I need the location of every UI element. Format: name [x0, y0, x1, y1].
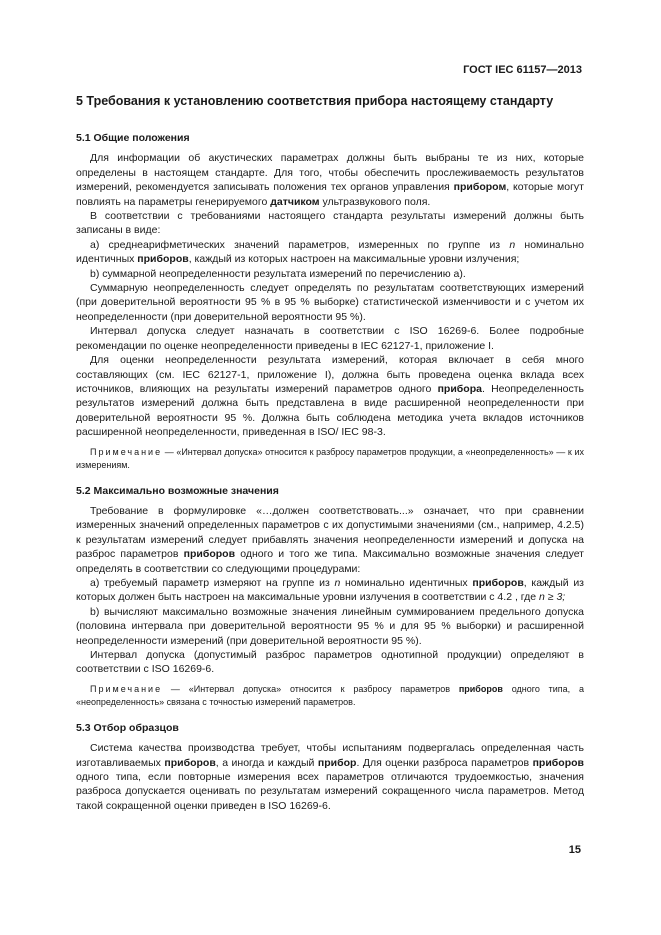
paragraph: Требование в формулировке «…должен соответствовать...» означает, что при сравнении измеренных значений определенных параметров с их допустимыми значениями (см., например, 4.2.5) к результатам измерений следует прибавлять значения неопределенности измерений и допуска на разброс параметров приборов одного и того же типа. Максимально возможные значения следует определять в соответствии со следующими процедурами: — [76, 504, 584, 575]
note: Примечание — «Интервал допуска» относится к разбросу параметров приборов одного типа, а «неопределенность» связана с точностью измерений параметров. — [76, 683, 584, 707]
list-item-a: а) среднеарифметических значений параметров, измеренных по группе из n номинально идентичных приборов, каждый из которых настроен на максимальные уровни излучения; — [76, 238, 584, 266]
paragraph: Для оценки неопределенности результата измерений, которая включает в себя много составляющих (см. IEC 62127-1, приложение I), должна быть проведена оценка вклада всех источников, влияющих на результаты измерений параметров одного прибора. Неопределенность результатов измерений должна быть представлена в виде расширенной неопределенности при доверительной вероятности 95 %. Должна быть соблюдена методика учета вкладов источников расширенной неопределенности, приведенная в ISO/ IEC 98-3. — [76, 354, 585, 439]
page-number: 15 — [568, 844, 581, 856]
paragraph: Система качества производства требует, чтобы испытаниям подвергалась определенная часть изготавливаемых приборов, а иногда и каждый прибор. Для оценки разброса параметров приборов одного типа, если повторные измерения всех параметров отличаются трудоемкостью, значения разброса допускается оценивать по результатам измерений сокращенного числа параметров. Метод такой сокращенной оценки приведен в ISO 16269-6. — [76, 742, 584, 812]
list-item-a: а) требуемый параметр измеряют на группе из n номинально идентичных приборов, каждый из которых должен быть настроен на максимальные уровни излучения в соответствии с 4.2 , где n ≥ 3; — [76, 576, 584, 604]
paragraph: Для информации об акустических параметрах должны быть выбраны те из них, которые определены в настоящем стандарте. Для того, чтобы обеспечить прослеживаемость результатов измерений, рекомендуется записывать положения тех органов управления прибором, которые могут повлиять на параметры генерируемого датчиком ультразвукового поля. — [76, 152, 584, 208]
section-5-heading: 5 Требования к установлению соответствия прибора настоящему стандарту — [76, 94, 554, 108]
list-item-b: b) вычисляют максимально возможные значения линейным суммированием предельного допуска (половина интервала при доверительной вероятности 95 % и для 95 % выборки) и расширенной неопределенности измерений (при доверительной вероятности 95 %). — [76, 605, 584, 647]
document-body — [76, 94, 584, 813]
paragraph: Суммарную неопределенность следует определять по результатам соответствующих измерений (при доверительной вероятности 95 % в 95 % выборке) статистической изменчивости и с учетом их неопределенности (при доверительной вероятности 95 %). — [76, 282, 584, 323]
paragraph: Интервал допуска следует назначать в соответствии с ISO 16269-6. Более подробные рекомендации по оценке неопределенности приведены в IEC 62127-1, приложение I. — [76, 325, 584, 352]
paragraph: Интервал допуска (допустимый разброс параметров однотипной продукции) определяют в соответствии с ISO 16269-6. — [76, 649, 584, 676]
note: Примечание — «Интервал допуска» относится к разбросу параметров продукции, а «неопределенность» — к их измерениям. — [76, 446, 584, 470]
section-5-1-heading: 5.1 Общие положения — [76, 132, 190, 144]
standard-designation: ГОСТ IEC 61157—2013 — [463, 64, 582, 76]
section-5-2-heading: 5.2 Максимально возможные значения — [76, 484, 279, 497]
paragraph: В соответствии с требованиями настоящего стандарта результаты измерений должны быть записаны в виде: — [76, 210, 584, 237]
list-item-b: b) суммарной неопределенности результата измерений по перечислению а). — [90, 267, 466, 280]
section-5-3-heading: 5.3 Отбор образцов — [76, 721, 179, 734]
